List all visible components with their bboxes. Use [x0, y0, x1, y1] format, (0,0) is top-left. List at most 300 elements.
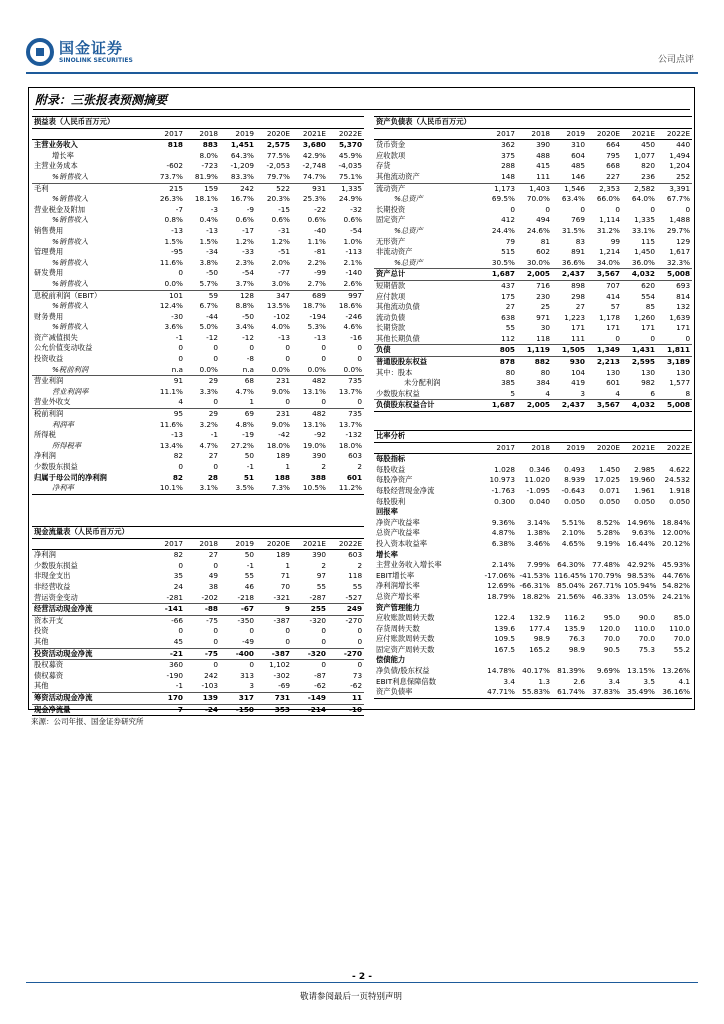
cell-value: 931 [312, 183, 326, 193]
cell-value [517, 454, 552, 465]
cell-value: 0 [285, 343, 290, 353]
cell-value: 90.0 [638, 613, 655, 623]
cell-value: 13.5% [266, 301, 290, 311]
cell-value: 0 [650, 204, 655, 214]
cell-value: 601 [606, 378, 620, 388]
row-label: %税前利润 [32, 365, 150, 376]
year-header: 2017 [150, 128, 185, 140]
cell-value: 171 [676, 323, 691, 333]
cell-value: 135.9 [564, 623, 585, 633]
year-header: 2017 [482, 442, 517, 454]
cell-value: 1,577 [669, 378, 691, 388]
footer-disclaimer: 敬请参阅最后一页特别声明 [300, 992, 403, 1002]
cell-value: 5.3% [307, 322, 326, 332]
cell-value: 9.0% [271, 419, 290, 429]
cell-value: -19 [242, 430, 254, 440]
document-type: 公司点评 [657, 55, 694, 65]
row-label: 净利润增长率 [376, 581, 420, 591]
cell-value [657, 655, 692, 666]
cell-value: 45.93% [662, 560, 691, 570]
cell-value: 18.0% [266, 440, 290, 450]
cell-value: 0 [292, 637, 328, 648]
cell-value [657, 454, 692, 465]
table-header-row [32, 117, 364, 129]
cell-value: 13.1% [302, 386, 326, 396]
row-label: 毛利 [34, 183, 49, 193]
cell-value: 5,008 [657, 269, 692, 281]
cell-value: 46.33% [592, 591, 620, 601]
cell-value: -1 [210, 430, 218, 440]
cell-value: 252 [657, 172, 692, 183]
cell-value: 167.5 [494, 644, 515, 654]
cell-value: 1,451 [230, 140, 254, 150]
table-row [32, 681, 364, 692]
cell-value: 1,494 [669, 150, 691, 160]
table-row [374, 603, 692, 614]
cell-value: 170 [150, 692, 185, 704]
cell-value: 30.5% [482, 258, 517, 269]
year-header: 2022E [328, 128, 364, 140]
cell-value: 8.8% [235, 301, 254, 311]
cell-value: 390 [312, 451, 326, 461]
logo-name-cn: 国金证券 [59, 38, 124, 57]
cell-value: 82 [173, 550, 183, 560]
cell-value: 7.99% [526, 560, 550, 570]
cell-value: 9 [256, 604, 292, 616]
cell-value: 437 [501, 280, 515, 290]
cell-value: 30.0% [517, 258, 552, 269]
cell-value: 21.56% [557, 591, 585, 601]
table-row [32, 258, 364, 269]
cell-value: 98.53% [627, 570, 655, 580]
year-header: 2019 [552, 128, 587, 140]
cell-value: 731 [256, 692, 292, 704]
cell-value: 1,260 [634, 312, 655, 322]
cell-value: 820 [641, 161, 655, 171]
cell-value: 13.15% [627, 666, 655, 676]
cell-value: 313 [240, 670, 254, 680]
cell-value: -22 [314, 204, 326, 214]
cell-value: 0.6% [235, 215, 254, 225]
table-row [32, 671, 364, 682]
cell-value [552, 655, 587, 666]
cell-value: 77.48% [592, 560, 620, 570]
cell-value: -281 [150, 593, 185, 604]
cell-value: 390 [312, 550, 326, 560]
cell-value: 231 [276, 409, 290, 419]
cell-value: 2.2% [307, 257, 326, 267]
cell-value: 3.7% [220, 279, 256, 290]
cell-value: -69 [256, 681, 292, 692]
row-label: 普通股股东权益 [376, 357, 428, 367]
cell-value: 0.0% [292, 365, 328, 376]
cell-value [482, 655, 517, 666]
cell-value: -13 [206, 225, 218, 235]
cell-value: 9.36% [491, 517, 515, 527]
cell-value: 795 [606, 150, 620, 160]
cell-value: -1,209 [230, 161, 254, 171]
cell-value: 69.5% [491, 194, 515, 204]
cell-value: 601 [346, 472, 363, 482]
cell-value: 805 [482, 345, 517, 357]
row-label: 其他流动负债 [376, 302, 420, 312]
cell-value [657, 507, 692, 518]
row-label: %销售收入 [52, 236, 89, 246]
cell-value: 347 [276, 290, 290, 300]
cell-value: 63.4% [561, 194, 585, 204]
row-label: 债权募资 [34, 670, 64, 680]
year-header: 2021E [292, 128, 328, 140]
table-row [374, 258, 692, 269]
cell-value: 1,431 [622, 345, 657, 357]
cell-value: 24.21% [662, 591, 691, 601]
cell-value: 0 [321, 660, 326, 670]
cell-value: 97 [316, 571, 326, 581]
cell-value: -1 [246, 462, 254, 471]
cell-value: 267.71% [589, 581, 622, 591]
cell-value: -400 [220, 648, 256, 660]
row-label: 资本开支 [34, 615, 64, 625]
cell-value: 109.5 [494, 634, 515, 644]
cell-value: 40.17% [522, 666, 550, 676]
row-label: 每股指标 [376, 454, 406, 464]
table-row [374, 528, 692, 539]
table-row [32, 451, 364, 462]
cell-value: -150 [220, 704, 256, 716]
cell-value: -270 [345, 615, 363, 625]
cell-value: 130 [606, 367, 620, 377]
cell-value: 8.0% [199, 150, 218, 160]
cell-value: -302 [273, 670, 290, 680]
row-label: 负债股东权益合计 [374, 400, 482, 412]
cell-value: 9.0% [271, 386, 290, 396]
cell-value: 55 [352, 581, 363, 591]
cell-value: 170.79% [589, 570, 622, 580]
cell-value: 175 [501, 291, 515, 301]
cell-value: 13.1% [302, 419, 326, 429]
table-row [374, 269, 692, 281]
cell-value: 67.7% [666, 194, 691, 204]
cell-value: 4.1 [678, 676, 691, 686]
cell-value: 891 [571, 247, 585, 257]
cell-value: 1,114 [599, 215, 620, 225]
cell-value: -99 [314, 268, 326, 278]
ratio-analysis-table [374, 430, 692, 699]
cell-value: 80 [505, 367, 515, 377]
year-header: 2022E [657, 442, 692, 454]
cell-value: 0 [178, 462, 183, 471]
cell-value: 419 [571, 378, 585, 388]
cell-value: 104 [571, 367, 585, 377]
cell-value: 0.8% [164, 215, 183, 225]
cell-value: 8.52% [596, 517, 620, 527]
table-row [32, 279, 364, 290]
cell-value: -141 [150, 604, 185, 616]
row-label: 负债 [374, 345, 482, 357]
cell-value: 18.82% [522, 591, 550, 601]
year-header-blank [374, 128, 482, 140]
logo-icon [26, 38, 54, 66]
cell-value [587, 655, 622, 666]
table-row [374, 454, 692, 465]
row-label: 其他长期负债 [374, 334, 482, 345]
cell-value: 1,403 [529, 183, 550, 193]
cell-value: 36.6% [552, 258, 587, 269]
row-label: 长期投资 [376, 204, 406, 214]
cell-value: 310 [571, 140, 585, 150]
appendix-frame [28, 87, 695, 714]
cell-value: 0 [587, 334, 622, 345]
table-header-row [374, 431, 692, 443]
row-label: 归属于母公司的净利润 [34, 472, 107, 482]
cell-value: 997 [348, 290, 363, 300]
table-row [374, 465, 692, 476]
table-row [32, 582, 364, 593]
cell-value: 120.0 [599, 623, 620, 633]
row-label: 其他 [32, 681, 150, 692]
cell-value: 716 [536, 280, 550, 290]
cell-value: 515 [501, 247, 515, 257]
cell-value: -102 [273, 311, 290, 321]
cell-value: 1.028 [494, 464, 515, 474]
table-row [374, 475, 692, 486]
row-label: 净利润 [34, 451, 56, 461]
cell-value: 139.6 [494, 623, 515, 633]
cell-value: 98.9 [533, 634, 550, 644]
cell-value: 4.622 [669, 464, 691, 474]
table-row [374, 677, 692, 688]
cell-value: 76.3 [568, 634, 585, 644]
cash-flow-table [32, 526, 364, 716]
table-row [374, 215, 692, 226]
cell-value: 1,811 [657, 345, 692, 357]
cell-value: -1.095 [526, 485, 550, 495]
cell-value: 3.46% [526, 538, 550, 548]
row-label: 增长率 [376, 549, 398, 559]
cell-value: 24 [173, 581, 183, 591]
cell-value: 0 [615, 204, 620, 214]
cell-value: -4,035 [338, 161, 363, 171]
cell-value: 57 [610, 302, 620, 312]
cell-value: 9.63% [631, 528, 655, 538]
cell-value: 5.7% [185, 279, 220, 290]
cell-value [482, 550, 517, 561]
cell-value: 189 [276, 550, 290, 560]
cell-value: 85.0 [673, 613, 691, 623]
cell-value: 12.69% [487, 581, 515, 591]
cell-value: 27 [575, 302, 585, 312]
year-header: 2017 [150, 538, 185, 550]
table-row [32, 571, 364, 582]
cell-value: 2.3% [235, 257, 254, 267]
year-header: 2018 [517, 128, 552, 140]
cell-value: 28 [207, 472, 218, 482]
table-row [374, 205, 692, 216]
cell-value: -12 [206, 332, 218, 342]
cell-value: 10.1% [150, 483, 185, 494]
cell-value: -40 [314, 225, 326, 235]
cell-value: 110.0 [669, 623, 691, 633]
cell-value: 2,575 [266, 140, 290, 150]
cell-value: -2,748 [302, 161, 326, 171]
cell-value [552, 603, 587, 614]
table-row [32, 593, 364, 604]
cell-value: 27 [208, 550, 218, 560]
cell-value: 0.300 [494, 496, 515, 506]
cell-value: 0 [249, 660, 254, 670]
table-row [32, 660, 364, 671]
cell-value: 362 [501, 140, 515, 150]
table-row [374, 345, 692, 357]
cell-value: 818 [167, 140, 183, 150]
table-row [374, 302, 692, 313]
row-label: %总资产 [394, 194, 423, 204]
table-row [374, 613, 692, 624]
cell-value: 81.9% [185, 172, 220, 183]
year-header: 2018 [185, 128, 220, 140]
row-label: 增长率 [52, 150, 74, 160]
cell-value: 146 [552, 172, 587, 183]
row-label: 少数股东损益 [34, 560, 78, 570]
cell-value: 930 [569, 357, 585, 367]
cell-value: 80 [540, 367, 550, 377]
cell-value: -723 [201, 161, 218, 171]
cell-value: 9.19% [596, 538, 620, 548]
cell-value: 3.5 [643, 676, 655, 686]
cell-value: 10.5% [292, 483, 328, 494]
cell-value: 602 [536, 247, 550, 257]
cell-value: 1,223 [564, 312, 585, 322]
cell-value: 83 [575, 236, 585, 246]
source-note: 来源：公司年报、国金证券研究所 [31, 717, 144, 726]
cell-value: -62 [292, 681, 328, 692]
table-row [374, 539, 692, 550]
year-header-row [32, 128, 364, 140]
cell-value: 27.2% [230, 440, 254, 450]
row-label: 资产管理能力 [376, 602, 420, 612]
row-label: %销售收入 [52, 194, 89, 204]
cell-value: 0 [292, 397, 328, 408]
cell-value: 1.450 [599, 464, 620, 474]
cell-value: 255 [292, 604, 328, 616]
cell-value: 3.14% [526, 517, 550, 527]
cell-value: -51 [278, 247, 290, 257]
cell-value: -214 [292, 704, 328, 716]
logo-name-en: SINOLINK SECURITIES [59, 56, 133, 64]
cell-value: 2.7% [292, 279, 328, 290]
cell-value: 25.3% [302, 194, 326, 204]
cell-value: 0 [510, 204, 515, 214]
row-label: 无形资产 [376, 236, 406, 246]
cell-value: 20.12% [662, 538, 691, 548]
cell-value: 0 [256, 397, 292, 408]
table-row [32, 704, 364, 716]
cell-value: 2.1% [343, 257, 363, 267]
table-row [32, 626, 364, 637]
row-label: 少数股东权益 [374, 389, 482, 400]
row-label: 流动资产 [376, 183, 406, 193]
row-label: 总资产增长率 [376, 591, 420, 601]
cell-value: 82 [173, 451, 183, 461]
row-label: 财务费用 [34, 311, 64, 321]
cell-value: 122.4 [494, 613, 515, 623]
cell-value: 0 [328, 637, 364, 648]
cell-value [482, 603, 517, 614]
table-row [374, 226, 692, 237]
cell-value: -67 [220, 604, 256, 616]
cell-value: 0.050 [564, 496, 585, 506]
cell-value: 42.9% [302, 150, 326, 160]
cell-value: 34.0% [587, 258, 622, 269]
cell-value: 242 [204, 670, 218, 680]
cell-value: -31 [278, 225, 290, 235]
row-label: 筹资活动现金净流 [32, 692, 150, 704]
row-label: 投入资本收益率 [376, 538, 428, 548]
row-label: %销售收入 [32, 172, 150, 183]
row-label: EBIT增长率 [376, 570, 415, 580]
cell-value: 20.3% [266, 194, 290, 204]
cell-value: 1.38% [526, 528, 550, 538]
row-label: %销售收入 [52, 257, 89, 267]
cell-value: 3,680 [302, 140, 326, 150]
cell-value: 375 [501, 150, 515, 160]
cell-value: 11.2% [328, 483, 364, 494]
cell-value: 73 [352, 670, 363, 680]
cell-value: 1.2% [271, 236, 290, 246]
cell-value: 769 [571, 215, 585, 225]
cell-value: 4.87% [491, 528, 515, 538]
cell-value: 0.071 [599, 485, 620, 495]
table-row [374, 292, 692, 303]
cell-value: 55 [505, 323, 515, 333]
row-label: 每股经营现金净流 [376, 485, 435, 495]
cell-value: 171 [606, 323, 620, 333]
cell-value: 1.5% [164, 236, 183, 246]
row-label: 税前利润 [34, 409, 64, 419]
cell-value: 0.6% [343, 215, 363, 225]
cell-value: -13 [171, 225, 183, 235]
table-row [374, 172, 692, 183]
cell-value: 112 [482, 334, 517, 345]
cell-value: 3,567 [587, 400, 622, 412]
cell-value: 1,546 [564, 183, 585, 193]
header-divider [26, 72, 698, 74]
cell-value: 2,582 [634, 183, 655, 193]
row-label: 应收款项 [376, 150, 406, 160]
cell-value: 0.493 [564, 464, 585, 474]
cell-value: 0.050 [634, 496, 655, 506]
cell-value: 44.76% [662, 570, 691, 580]
table-row [374, 357, 692, 368]
cell-value: -190 [166, 670, 183, 680]
cell-value: 24.4% [491, 225, 515, 235]
cell-value: 6.38% [491, 538, 515, 548]
cell-value: 18.79% [487, 591, 515, 601]
cell-value: 0.6% [307, 215, 326, 225]
cell-value: -0.643 [561, 485, 585, 495]
year-header: 2021E [622, 128, 657, 140]
cell-value: 77.5% [266, 150, 290, 160]
cell-value: 70 [280, 581, 290, 591]
appendix-title: 附录：三张报表预测摘要 [35, 93, 168, 107]
cell-value: 31.2% [596, 225, 620, 235]
year-header: 2017 [482, 128, 517, 140]
cell-value: 603 [348, 451, 363, 461]
cell-value: 1,077 [634, 150, 655, 160]
table-row [374, 655, 692, 666]
cell-value: 0.0% [256, 365, 292, 376]
cell-value: 29 [208, 376, 218, 386]
